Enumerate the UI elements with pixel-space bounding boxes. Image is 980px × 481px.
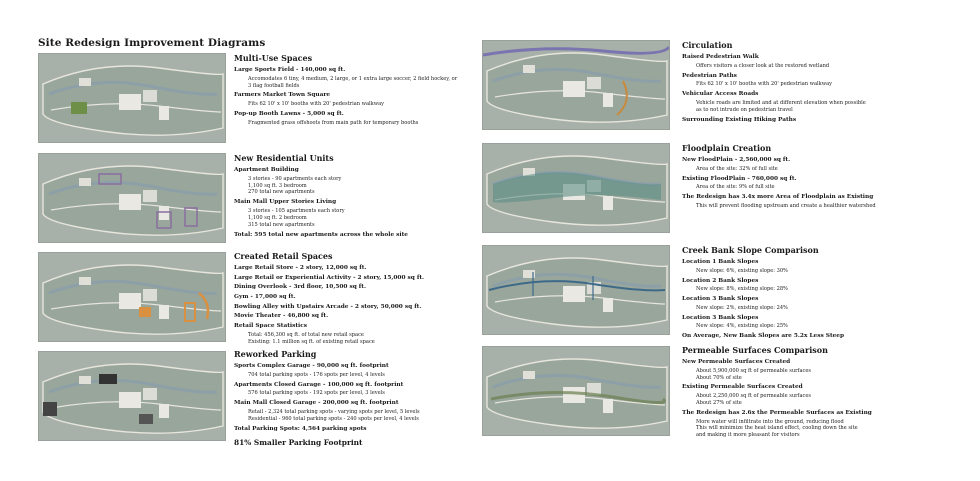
section-item: Main Mall Closed Garage - 200,000 sq ft. footprint xyxy=(234,400,399,407)
section-item: Retail Space Statistics xyxy=(234,323,308,330)
section-item: Existing Permeable Surfaces Created xyxy=(682,384,803,391)
section-detail: Area of the site: 9% of full site xyxy=(696,184,775,191)
section-detail: Area of the site: 32% of full site xyxy=(696,165,778,172)
section-item: Large Retail Store - 2 story, 12,000 sq ft. xyxy=(234,265,367,271)
section-item: The Redesign has 2.6x the Permeable Surfaces as Existing xyxy=(682,409,872,416)
section-heading: Reworked Parking xyxy=(234,349,317,359)
section-item: The Redesign has 3.4x more Area of Floodplain as Existing xyxy=(682,194,874,201)
section-item: Large Sports Field - 140,000 sq ft. xyxy=(234,67,346,73)
section-detail: Fits 62 10' x 10' booths with 20' pedestrian walkway xyxy=(248,101,385,108)
section-heading: Multi-Use Spaces xyxy=(234,53,313,63)
section-heading: Created Retail Spaces xyxy=(234,251,333,261)
permeable-section xyxy=(682,344,882,441)
section-heading: Circulation xyxy=(682,40,733,50)
section-detail: More water will infiltrate into the ground, reducing flood This will minimize the heat island effect, cooling down the site and making it more pleasant for visitors xyxy=(696,418,858,439)
page-title: Site Redesign Improvement Diagrams xyxy=(38,37,266,49)
multi-use-diagram xyxy=(38,53,226,143)
section-detail: Total: 456,300 sq ft. of total new retail space Existing: 1.1 million sq ft. of existing retail space xyxy=(248,331,375,345)
section-item: Raised Pedestrian Walk xyxy=(682,54,759,60)
residential-section xyxy=(234,152,460,239)
section-item: Movie Theater - 46,800 sq ft. xyxy=(234,313,329,320)
section-detail: Fragmented grass offshoots from main path for temporary booths xyxy=(248,119,419,126)
section-item: Apartments Closed Garage - 100,000 sq ft. footprint xyxy=(234,381,404,388)
section-heading: Permeable Surfaces Comparison xyxy=(682,345,828,355)
section-heading: Floodplain Creation xyxy=(682,143,772,153)
section-detail: Vehicle roads are limited and at different elevation when possible as to not intrude on pedestrian travel xyxy=(696,99,866,113)
circulation-diagram xyxy=(482,40,670,130)
section-detail: About 5,900,000 sq ft of permeable surfaces About 70% of site xyxy=(696,367,811,381)
section-detail: 3 stories - 90 apartments each story 1,100 sq ft. 3 bedroom 270 total new apartments xyxy=(248,175,342,196)
section-item: Pedestrian Paths xyxy=(682,72,737,79)
section-item: Gym - 17,000 sq ft. xyxy=(234,294,296,301)
circulation-section xyxy=(682,39,882,124)
section-item: Existing FloodPlain - 760,000 sq ft. xyxy=(682,175,797,182)
section-item: Apartment Building xyxy=(234,167,299,173)
section-item: Location 1 Bank Slopes xyxy=(682,259,759,265)
section-detail: 3 stories - 105 apartments each story 1,100 sq ft. 2 bedroom 315 total new apartments xyxy=(248,208,345,228)
section-detail: New slope: 8%, existing slope: 28% xyxy=(696,286,788,293)
section-detail: This will prevent flooding upstream and create a healthier watershed xyxy=(696,202,876,209)
section-detail: Offers visitors a closer look at the restored wetland xyxy=(696,62,830,69)
retail-diagram xyxy=(38,252,226,342)
floodplain-section xyxy=(682,142,882,212)
section-item: Surrounding Existing Hiking Paths xyxy=(682,116,797,123)
section-item: Pop-up Booth Lawns - 5,000 sq ft. xyxy=(234,111,344,117)
section-item: Main Mall Upper Stories Living xyxy=(234,199,337,206)
section-item: New FloodPlain - 2,560,000 sq ft. xyxy=(682,157,791,163)
multi-use-section xyxy=(234,52,460,129)
section-detail: 704 total parking spots - 176 spots per level, 4 levels xyxy=(248,371,385,378)
section-item: Location 3 Bank Slopes xyxy=(682,296,759,303)
floodplain-diagram xyxy=(482,143,670,233)
section-detail: New slope: 6%, existing slope: 30% xyxy=(696,267,788,274)
section-item: Farmers Market Town Square xyxy=(234,92,331,99)
creek-bank-section xyxy=(682,244,882,341)
section-item: Bowling Alley with Upstairs Arcade - 2 story, 50,000 sq ft. xyxy=(234,303,422,310)
section-heading: Creek Bank Slope Comparison xyxy=(682,245,819,255)
section-item: Dining Overlook - 3rd floor, 10,500 sq ft. xyxy=(234,284,366,291)
section-detail: 576 total parking spots - 192 spots per level, 3 levels xyxy=(248,390,385,397)
section-item: Location 3 Bank Slopes xyxy=(682,314,759,321)
section-heading: New Residential Units xyxy=(234,153,334,163)
creek-bank-diagram xyxy=(482,245,670,335)
section-item: Location 2 Bank Slopes xyxy=(682,277,759,284)
section-detail: About 2,250,000 sq ft of permeable surfaces About 27% of site xyxy=(696,393,811,406)
section-detail: New slope: 4%, existing slope: 25% xyxy=(696,323,788,330)
section-item: Large Retail or Experiential Activity - 2 story, 15,000 sq ft. xyxy=(234,274,425,281)
residential-diagram xyxy=(38,153,226,243)
section-detail: Fits 62 10' x 10' booths with 20' pedestrian walkway xyxy=(696,81,833,88)
section-item: Total: 595 total new apartments across the whole site xyxy=(234,231,408,238)
section-detail: New slope: 2%, existing slope: 24% xyxy=(696,304,788,311)
parking-section xyxy=(234,348,460,448)
section-item: Total Parking Spots: 4,564 parking spots xyxy=(234,425,367,432)
section-item: New Permeable Surfaces Created xyxy=(682,359,791,365)
section-detail: Retail - 2,324 total parking spots - varying spots per level, 5 levels Residential - 960 total parking spots - 240 spots per level, 4 levels xyxy=(248,408,420,422)
section-footer: 81% Smaller Parking Footprint xyxy=(234,438,363,448)
section-item: Sports Complex Garage - 90,000 sq ft. footprint xyxy=(234,363,389,369)
section-item: On Average, New Bank Slopes are 5.2x Less Steep xyxy=(682,333,845,340)
retail-section xyxy=(234,250,460,348)
parking-diagram xyxy=(38,351,226,441)
permeable-diagram xyxy=(482,346,670,436)
section-detail: Accomodates 6 tiny, 4 medium, 2 large, or 1 extra large soccer, 2 field hockey, or 3 flag football fields xyxy=(248,75,458,89)
section-item: Vehicular Access Roads xyxy=(682,91,759,98)
